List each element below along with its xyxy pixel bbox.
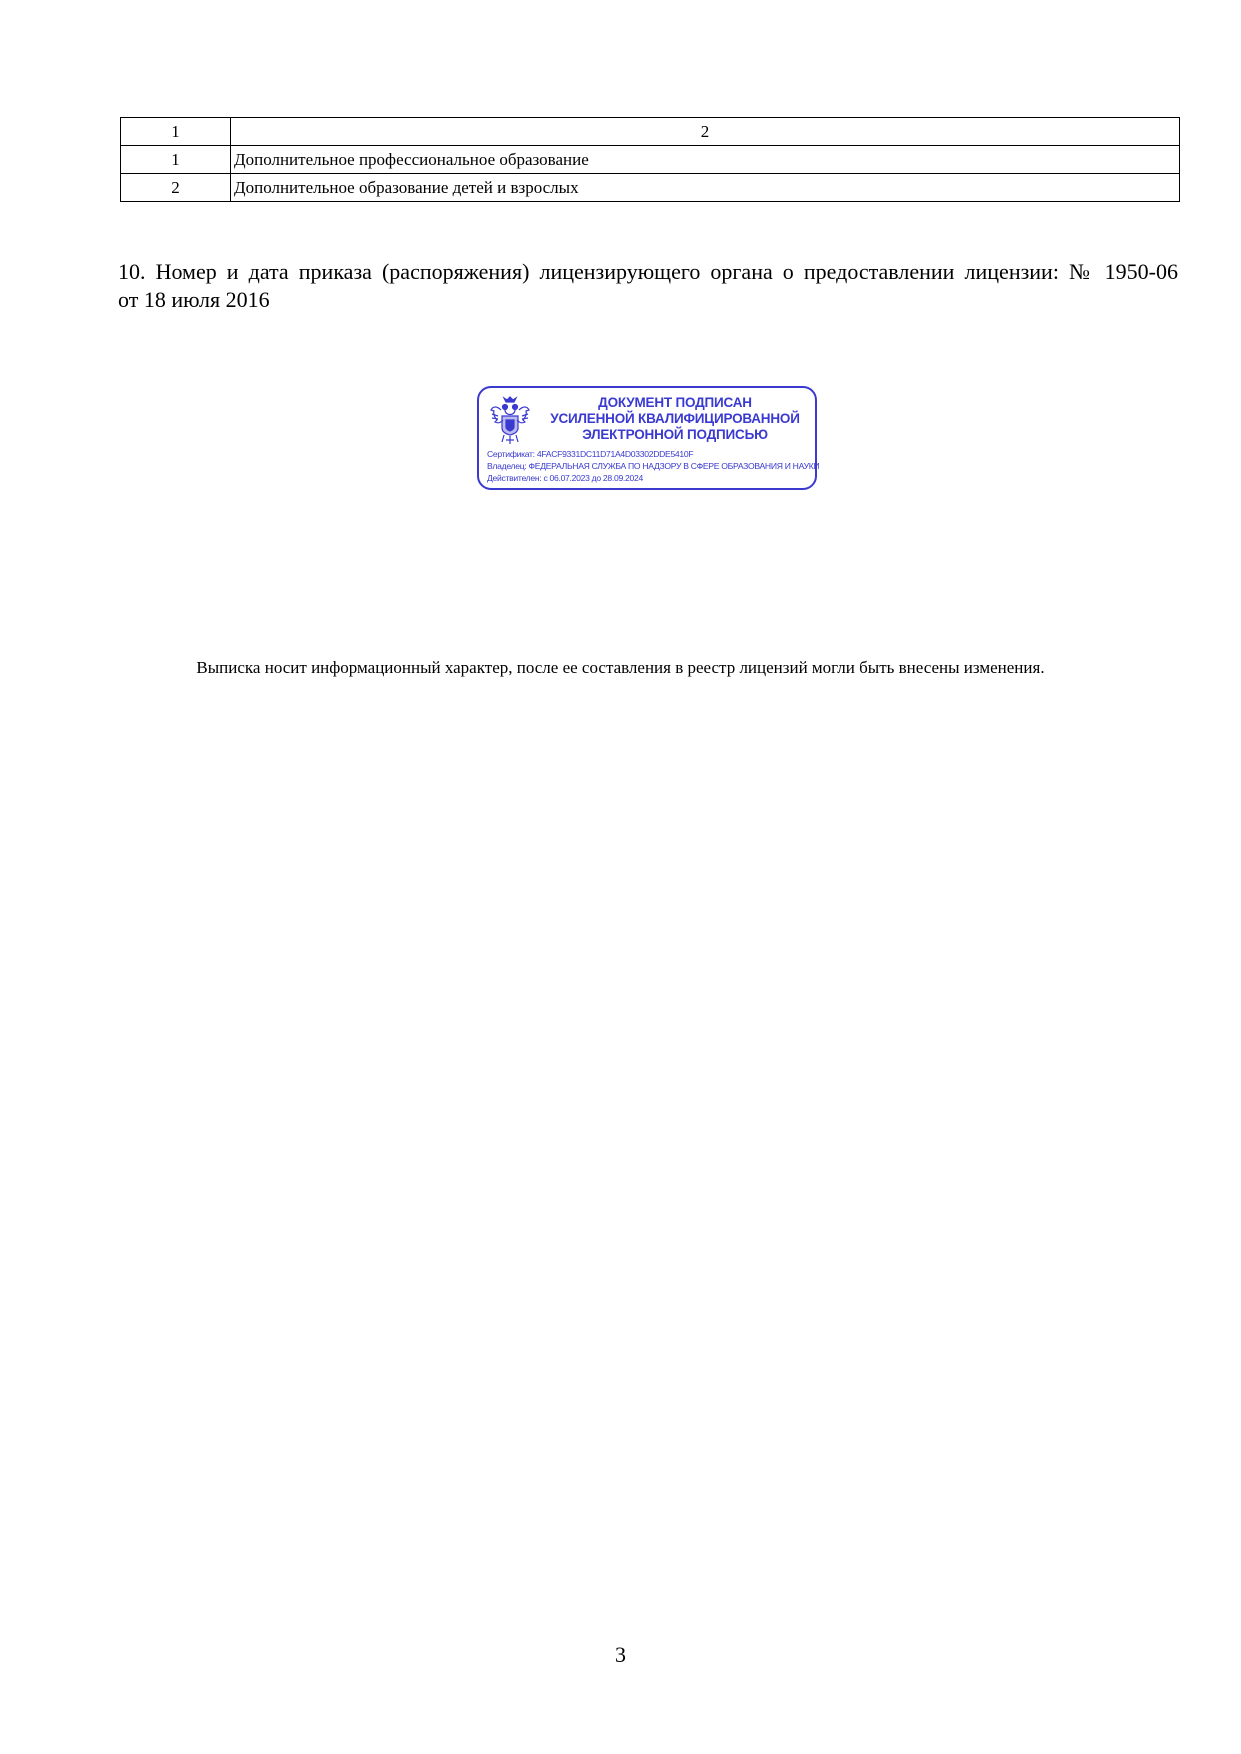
license-order-line-1: 10. Номер и дата приказа (распоряжения) лицензирующего органа о предоставлении лицензии: № 1950-06 (118, 259, 1178, 284)
license-order-line-2: от 18 июля 2016 (118, 287, 270, 312)
disclaimer-text: Выписка носит информационный характер, после ее составления в реестр лицензий могли быть внесены изменения. (196, 658, 1045, 677)
row-program-name: Дополнительное профессиональное образование (231, 146, 1180, 174)
row-num: 2 (121, 174, 231, 202)
programs-table (120, 117, 1180, 202)
table-header-row (121, 118, 1180, 146)
programs-table-container (120, 117, 1180, 202)
row-program-name: Дополнительное образование детей и взрослых (231, 174, 1180, 202)
table-row (121, 146, 1180, 174)
stamp-title-line: УСИЛЕННОЙ КВАЛИФИЦИРОВАННОЙ (550, 411, 800, 426)
stamp-title (539, 395, 811, 443)
license-order-paragraph (118, 258, 1178, 314)
table-row (121, 174, 1180, 202)
stamp-owner: Владелец: ФЕДЕРАЛЬНАЯ СЛУЖБА ПО НАДЗОРУ В СФЕРЕ ОБРАЗОВАНИЯ И НАУКИ (487, 461, 820, 471)
row-num: 1 (121, 146, 231, 174)
header-cell-name: 2 (231, 118, 1180, 146)
stamp-certificate: Сертификат: 4FACF9331DC11D71A4D03302DDE5410F (487, 449, 694, 459)
coat-of-arms-icon (489, 396, 531, 446)
stamp-details (487, 448, 820, 484)
page-number: 3 (615, 1642, 626, 1667)
header-cell-num: 1 (121, 118, 231, 146)
stamp-title-line: ДОКУМЕНТ ПОДПИСАН (598, 395, 752, 410)
electronic-signature-stamp (477, 386, 820, 490)
stamp-title-line: ЭЛЕКТРОННОЙ ПОДПИСЬЮ (582, 427, 768, 442)
stamp-validity: Действителен: с 06.07.2023 до 28.09.2024 (487, 473, 643, 483)
